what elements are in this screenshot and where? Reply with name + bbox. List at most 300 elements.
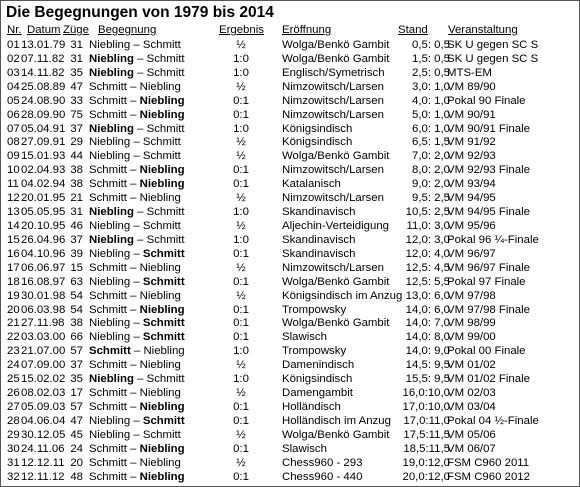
row-moves: 35	[70, 66, 83, 79]
row-date: 15.01.93	[21, 150, 66, 163]
row-stand: 18,5:11,5	[403, 442, 450, 455]
row-opening: Nimzowitsch/Larsen	[282, 192, 384, 205]
row-date: 06.06.97	[21, 261, 66, 274]
row-moves: 31	[70, 39, 83, 51]
row-stand: 4,0: 1,0	[412, 94, 450, 107]
row-game-separator: –	[126, 359, 140, 372]
row-event: VM 96/97 Finale	[447, 261, 530, 274]
row-event: VM 90/91 Finale	[447, 122, 530, 135]
row-white-player: Niebling	[89, 275, 131, 288]
row-opening: Wolga/Benkö Gambit	[282, 428, 390, 441]
row-result: 0:1	[233, 400, 249, 413]
row-moves: 17	[70, 387, 83, 400]
row-game-separator: –	[133, 66, 147, 79]
row-game	[89, 415, 211, 429]
row-nr: 17	[7, 261, 20, 274]
row-nr: 12	[7, 192, 20, 205]
row-event: VM 91/92	[447, 136, 496, 149]
row-game	[89, 95, 211, 109]
row-moves: 24	[70, 442, 83, 455]
row-game-separator: –	[126, 400, 140, 413]
table-row	[1, 290, 580, 304]
row-nr: 07	[7, 122, 20, 135]
row-date: 08.02.03	[21, 387, 66, 400]
row-opening: Trompowsky	[282, 303, 347, 316]
row-moves: 63	[70, 275, 83, 288]
header-stand: Stand	[398, 24, 428, 36]
row-date: 07.09.00	[21, 359, 66, 372]
row-date: 05.05.95	[21, 206, 66, 219]
row-date: 30.01.98	[21, 289, 66, 302]
row-moves: 39	[70, 247, 83, 260]
row-white-player: Schmitt	[89, 261, 127, 274]
row-date: 20.01.95	[21, 192, 66, 205]
table-row	[1, 373, 580, 387]
header-event: Veranstaltung	[448, 24, 518, 36]
table-row	[1, 220, 580, 234]
row-nr: 16	[7, 247, 20, 260]
row-result: ½	[236, 456, 246, 469]
row-date: 27.11.98	[21, 317, 65, 330]
row-game	[89, 317, 211, 331]
row-moves: 38	[70, 317, 83, 330]
row-black-player: Niebling	[139, 442, 185, 455]
row-opening: Wolga/Benkö Gambit	[282, 150, 390, 163]
row-moves: 29	[70, 136, 83, 149]
row-date: 24.11.06	[21, 442, 65, 455]
row-result: 0:1	[233, 317, 249, 330]
row-moves: 37	[70, 122, 83, 135]
header-opening: Eröffnung	[282, 24, 332, 36]
row-black-player: Schmitt	[142, 317, 185, 330]
row-game-separator: –	[130, 150, 143, 163]
row-game-separator: –	[133, 122, 147, 135]
row-stand: 16,0:10,0	[402, 387, 450, 400]
table-body	[1, 39, 580, 485]
row-opening: Slawisch	[282, 331, 327, 344]
row-nr: 21	[7, 317, 20, 330]
row-stand: 6,5: 1,5	[412, 136, 450, 149]
row-black-player: Schmitt	[142, 331, 185, 344]
row-game	[89, 359, 211, 373]
row-white-player: Niebling	[89, 373, 134, 386]
row-black-player: Niebling	[139, 456, 181, 469]
table-row	[1, 81, 580, 95]
row-stand: 12,0: 4,0	[405, 247, 450, 260]
row-white-player: Niebling	[89, 206, 134, 219]
row-result: ½	[236, 261, 246, 274]
row-white-player: Niebling	[89, 66, 134, 79]
row-nr: 01	[7, 39, 20, 51]
row-game	[89, 81, 211, 95]
row-black-player: Schmitt	[142, 247, 185, 260]
row-event: Pokal 00 Finale	[447, 345, 526, 358]
row-moves: 57	[70, 400, 83, 413]
row-date: 27.09.91	[21, 136, 66, 149]
row-nr: 30	[7, 442, 20, 455]
row-game-separator: –	[126, 470, 140, 483]
row-result: ½	[236, 136, 246, 149]
row-opening: Slawisch	[282, 442, 327, 455]
table-row	[1, 234, 580, 248]
row-game-separator: –	[126, 192, 140, 205]
row-moves: 37	[70, 359, 83, 372]
row-game	[89, 123, 211, 137]
row-date: 20.10.95	[21, 219, 66, 232]
row-moves: 37	[70, 233, 83, 246]
row-result: ½	[236, 359, 246, 372]
row-event: VM 05/06	[447, 428, 496, 441]
row-white-player: Niebling	[89, 219, 131, 232]
row-stand: 14,0: 6,0	[405, 303, 450, 316]
row-nr: 23	[7, 345, 20, 358]
row-result: 0:1	[233, 275, 249, 288]
row-nr: 28	[7, 414, 20, 427]
row-stand: 7,0: 2,0	[412, 150, 450, 163]
row-game	[89, 192, 211, 206]
table-row	[1, 443, 580, 457]
row-nr: 18	[7, 275, 20, 288]
row-moves: 48	[70, 470, 83, 483]
row-white-player: Schmitt	[89, 442, 127, 455]
table-row	[1, 248, 580, 262]
row-game	[89, 206, 211, 220]
row-result: ½	[236, 192, 246, 205]
row-event: VM 01/02 Finale	[447, 373, 530, 386]
row-nr: 19	[7, 289, 20, 302]
row-black-player: Niebling	[139, 178, 185, 191]
row-event: VM 97/98	[447, 289, 496, 302]
table-row	[1, 109, 580, 123]
row-game-separator: –	[126, 456, 140, 469]
row-nr: 13	[7, 206, 20, 219]
row-stand: 0,5: 0,5	[412, 39, 450, 51]
table-row	[1, 304, 580, 318]
row-black-player: Niebling	[139, 80, 181, 93]
row-white-player: Schmitt	[89, 164, 127, 177]
header-game: Begegnung	[98, 24, 157, 36]
row-nr: 05	[7, 94, 20, 107]
row-black-player: Niebling	[139, 108, 185, 121]
row-moves: 15	[70, 261, 83, 274]
row-black-player: Niebling	[139, 261, 181, 274]
table-row	[1, 429, 580, 443]
row-date: 12.11.12	[21, 470, 65, 483]
row-game-separator: –	[126, 442, 140, 455]
row-black-player: Niebling	[139, 387, 181, 400]
row-black-player: Niebling	[139, 400, 185, 413]
row-black-player: Niebling	[143, 345, 185, 358]
row-game	[89, 109, 211, 123]
row-opening: Nimzowitsch/Larsen	[282, 94, 384, 107]
table-row	[1, 206, 580, 220]
row-opening: Chess960 - 293	[282, 456, 363, 469]
table-row	[1, 123, 580, 137]
row-game-separator: –	[126, 303, 140, 316]
row-moves: 45	[70, 428, 83, 441]
row-result: ½	[236, 219, 246, 232]
row-stand: 9,5: 2,5	[412, 192, 450, 205]
table-row	[1, 331, 580, 345]
row-black-player: Niebling	[139, 192, 181, 205]
row-result: 1:0	[233, 122, 249, 135]
row-black-player: Schmitt	[146, 66, 185, 79]
row-opening: Nimzowitsch/Larsen	[282, 261, 384, 274]
row-white-player: Niebling	[89, 233, 134, 246]
row-black-player: Niebling	[139, 359, 181, 372]
row-game-separator: –	[130, 345, 144, 358]
row-nr: 15	[7, 233, 20, 246]
row-opening: Wolga/Benkö Gambit	[282, 52, 390, 65]
row-black-player: Schmitt	[146, 206, 185, 219]
row-game-separator: –	[133, 373, 147, 386]
row-opening: Damengambit	[282, 387, 353, 400]
row-result: 1:0	[233, 345, 249, 358]
row-nr: 24	[7, 359, 20, 372]
row-game-separator: –	[133, 206, 147, 219]
row-black-player: Niebling	[139, 94, 185, 107]
row-opening: Skandinavisch	[282, 247, 356, 260]
row-nr: 11	[7, 178, 19, 191]
row-date: 24.08.90	[21, 94, 66, 107]
row-result: 0:1	[233, 331, 249, 344]
row-game-separator: –	[130, 247, 143, 260]
row-event: VM 94/95	[447, 192, 496, 205]
row-event: SK U gegen SC S	[447, 52, 539, 65]
row-game	[89, 178, 211, 192]
row-opening: Skandinavisch	[282, 233, 356, 246]
row-result: ½	[236, 80, 246, 93]
row-stand: 17,0:10,0	[402, 400, 450, 413]
row-white-player: Schmitt	[89, 289, 127, 302]
row-moves: 46	[70, 219, 83, 232]
row-game-separator: –	[130, 219, 143, 232]
row-date: 21.07.00	[21, 345, 66, 358]
header-result: Ergebnis	[219, 24, 264, 36]
row-nr: 14	[7, 219, 20, 232]
row-game	[89, 304, 211, 318]
row-stand: 17,0:11,0	[403, 414, 450, 427]
row-stand: 5,0: 1,0	[412, 108, 450, 121]
row-white-player: Schmitt	[89, 192, 127, 205]
row-game	[89, 429, 211, 443]
row-nr: 08	[7, 136, 20, 149]
row-white-player: Niebling	[89, 150, 131, 163]
row-moves: 38	[70, 178, 83, 191]
row-moves: 20	[70, 456, 83, 469]
row-result: 1:0	[233, 373, 249, 386]
row-game-separator: –	[130, 39, 143, 51]
row-event: VM 96/97	[447, 247, 496, 260]
row-stand: 19,0:12,0	[402, 456, 450, 469]
row-game	[89, 136, 211, 150]
table-row	[1, 262, 580, 276]
row-opening: Nimzowitsch/Larsen	[282, 164, 384, 177]
row-white-player: Niebling	[89, 331, 131, 344]
row-game-separator: –	[126, 387, 140, 400]
row-game-separator: –	[130, 331, 143, 344]
row-opening: Holländisch	[282, 400, 341, 413]
row-game	[89, 53, 211, 67]
row-date: 02.04.93	[21, 164, 66, 177]
row-opening: Trompowsky	[282, 345, 347, 358]
table-row	[1, 401, 580, 415]
row-date: 05.09.03	[21, 400, 66, 413]
table-row	[1, 164, 580, 178]
row-opening: Königsindisch	[282, 373, 353, 386]
row-stand: 1,5: 0,5	[412, 52, 450, 65]
row-white-player: Schmitt	[89, 345, 131, 358]
row-date: 14.11.82	[21, 66, 65, 79]
row-black-player: Schmitt	[146, 122, 185, 135]
row-white-player: Schmitt	[89, 400, 127, 413]
row-opening: Chess960 - 440	[282, 470, 363, 483]
row-date: 07.11.82	[21, 52, 65, 65]
row-moves: 38	[70, 164, 83, 177]
row-stand: 12,5: 4,5	[405, 261, 450, 274]
row-black-player: Schmitt	[146, 373, 185, 386]
row-result: 0:1	[233, 108, 249, 121]
row-event: VM 92/93	[447, 150, 496, 163]
row-game	[89, 150, 211, 164]
row-game-separator: –	[133, 52, 147, 65]
row-result: 1:0	[233, 206, 249, 219]
row-result: ½	[236, 289, 246, 302]
row-game-separator: –	[130, 317, 143, 330]
row-date: 04.06.04	[21, 414, 66, 427]
table-row	[1, 192, 580, 206]
row-event: VM 92/93 Finale	[447, 164, 530, 177]
row-game	[89, 220, 211, 234]
row-white-player: Niebling	[89, 247, 131, 260]
row-opening: Damenindisch	[282, 359, 355, 372]
row-black-player: Schmitt	[142, 150, 181, 163]
row-white-player: Niebling	[89, 414, 131, 427]
row-game-separator: –	[130, 428, 143, 441]
row-result: 0:1	[233, 164, 249, 177]
row-stand: 12,5: 5,5	[405, 275, 450, 288]
row-result: 0:1	[233, 303, 249, 316]
row-nr: 25	[7, 373, 20, 386]
row-result: ½	[236, 387, 246, 400]
row-black-player: Niebling	[139, 164, 185, 177]
row-opening: Aljechin-Verteidigung	[282, 219, 390, 232]
row-moves: 33	[70, 94, 83, 107]
row-game-separator: –	[126, 108, 140, 121]
row-nr: 20	[7, 303, 20, 316]
table-row	[1, 387, 580, 401]
table-row	[1, 53, 580, 67]
row-opening: Wolga/Benkö Gambit	[282, 317, 390, 330]
row-nr: 04	[7, 80, 20, 93]
row-date: 26.04.96	[21, 233, 66, 246]
row-nr: 27	[7, 400, 20, 413]
row-nr: 03	[7, 66, 20, 79]
row-black-player: Schmitt	[146, 233, 185, 246]
row-game-separator: –	[126, 80, 140, 93]
row-stand: 10,5: 2,5	[405, 206, 450, 219]
row-white-player: Niebling	[89, 317, 131, 330]
row-black-player: Niebling	[139, 470, 185, 483]
table-row	[1, 67, 580, 81]
row-opening: Englisch/Symetrisch	[282, 66, 385, 79]
row-event: VM 97/98 Finale	[447, 303, 530, 316]
row-result: 0:1	[233, 414, 249, 427]
row-date: 05.04.91	[21, 122, 66, 135]
row-date: 03.03.00	[21, 331, 66, 344]
row-game	[89, 262, 211, 276]
row-event: Pokal 96 ¼-Finale	[447, 233, 539, 246]
row-event: VM 89/90	[447, 80, 496, 93]
table-row	[1, 359, 580, 373]
row-game	[89, 290, 211, 304]
row-moves: 35	[70, 373, 83, 386]
row-game	[89, 39, 211, 53]
row-moves: 44	[70, 150, 83, 163]
row-game-separator: –	[126, 289, 140, 302]
row-stand: 8,0: 2,0	[412, 164, 450, 177]
row-event: FSM C960 2012	[447, 470, 530, 483]
row-event: Pokal 04 ½-Finale	[447, 414, 539, 427]
row-result: 1:0	[233, 233, 249, 246]
row-date: 25.08.89	[21, 80, 66, 93]
row-game	[89, 248, 211, 262]
table-row	[1, 39, 580, 53]
row-stand: 17,5:11,5	[403, 428, 450, 441]
row-date: 15.02.02	[21, 373, 66, 386]
row-nr: 02	[7, 52, 20, 65]
row-game	[89, 401, 211, 415]
row-event: VM 99/00	[447, 331, 496, 344]
row-game	[89, 387, 211, 401]
row-game	[89, 234, 211, 248]
row-white-player: Schmitt	[89, 359, 127, 372]
row-moves: 54	[70, 289, 83, 302]
row-game-separator: –	[126, 94, 140, 107]
row-opening: Wolga/Benkö Gambit	[282, 275, 390, 288]
row-stand: 3,0: 1,0	[412, 80, 450, 93]
row-date: 28.09.90	[21, 108, 66, 121]
row-stand: 14,5: 9,5	[405, 359, 450, 372]
row-white-player: Niebling	[89, 428, 131, 441]
row-nr: 26	[7, 387, 20, 400]
row-event: VM 03/04	[447, 400, 496, 413]
row-opening: Wolga/Benkö Gambit	[282, 39, 390, 51]
row-moves: 75	[70, 108, 83, 121]
row-result: ½	[236, 428, 246, 441]
row-result: 0:1	[233, 470, 249, 483]
row-game	[89, 276, 211, 290]
row-date: 04.02.94	[21, 178, 66, 191]
row-opening: Nimzowitsch/Larsen	[282, 80, 384, 93]
table-row	[1, 317, 580, 331]
row-date: 30.12.05	[21, 428, 66, 441]
row-nr: 09	[7, 150, 20, 163]
row-game-separator: –	[130, 275, 143, 288]
row-event: VM 94/95 Finale	[447, 206, 530, 219]
row-opening: Skandinavisch	[282, 206, 356, 219]
row-stand: 20,0:12,0	[402, 470, 450, 483]
table-row	[1, 457, 580, 471]
row-stand: 15,5: 9,5	[405, 373, 450, 386]
row-white-player: Schmitt	[89, 80, 127, 93]
row-event: VM 01/02	[447, 359, 496, 372]
row-date: 04.10.96	[21, 247, 66, 260]
row-moves: 47	[70, 414, 83, 427]
row-result: 0:1	[233, 178, 249, 191]
row-black-player: Schmitt	[142, 275, 185, 288]
header-nr: Nr.	[7, 24, 22, 36]
